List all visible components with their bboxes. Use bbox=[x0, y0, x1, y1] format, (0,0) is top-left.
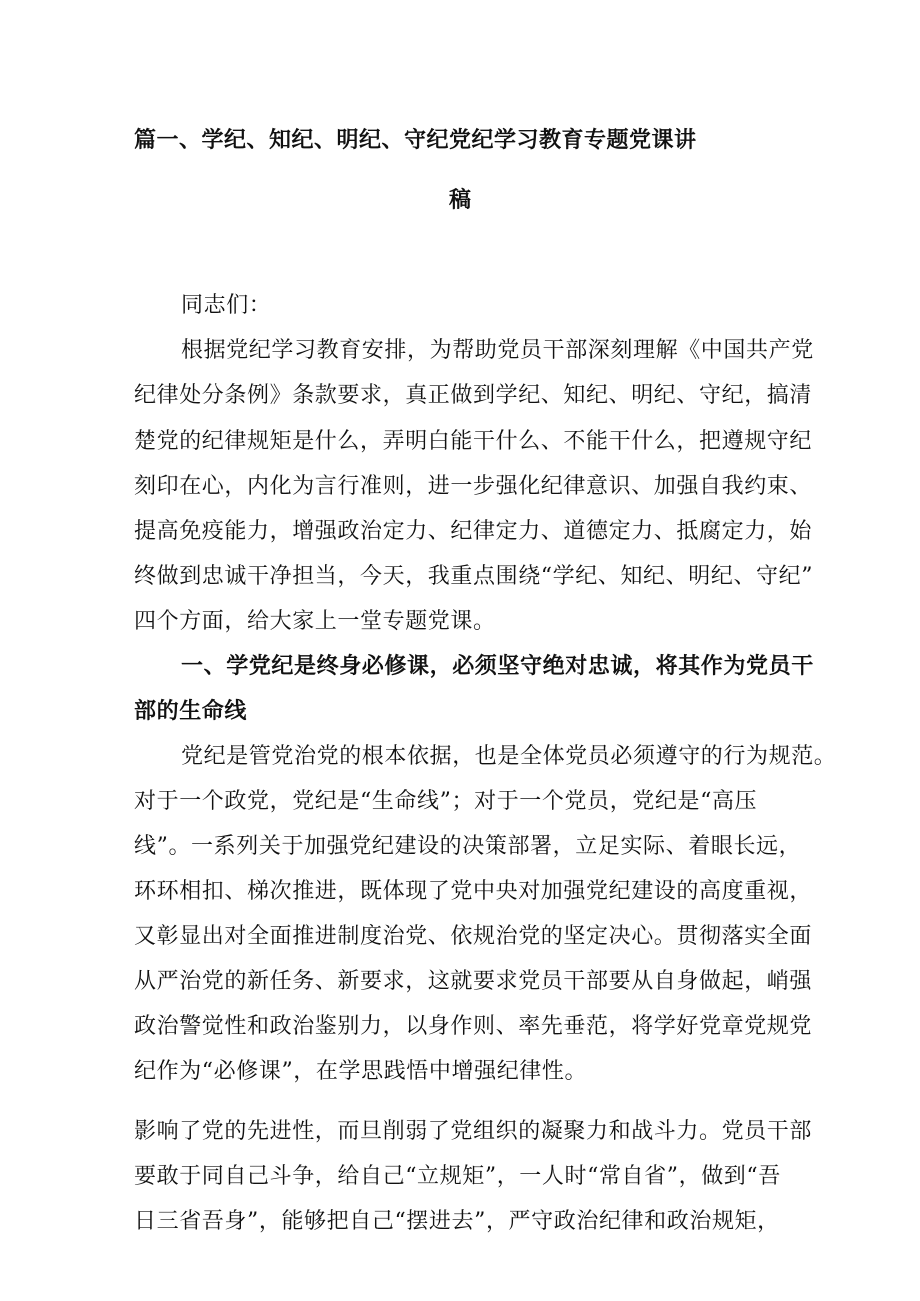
paragraph-line: 根据党纪学习教育安排，为帮助党员干部深刻理解《中国共产党 bbox=[181, 338, 814, 363]
paragraph-line: 政治警觉性和政治鉴别力，以身作则、率先垂范，将学好党章党规党 bbox=[134, 1014, 813, 1039]
section-heading: 一、学党纪是终身必修课，必须坚守绝对忠诚，将其作为党员干 bbox=[181, 653, 814, 679]
paragraph-line: 从严治党的新任务、新要求，这就要求党员干部要从自身做起，峭强 bbox=[134, 969, 813, 994]
paragraph-line: 楚党的纪律规矩是什么，弄明白能干什么、不能干什么，把遵规守纪 bbox=[134, 429, 813, 454]
paragraph-line: 线”。一系列关于加强党纪建设的决策部署，立足实际、着眼长远， bbox=[134, 834, 802, 859]
paragraph-line: 提高免疫能力，增强政治定力、纪律定力、道德定力、抵腐定力，始 bbox=[134, 519, 813, 544]
paragraph-line: 影响了党的先进性，而旦削弱了党组织的凝聚力和战斗力。党员干部 bbox=[134, 1119, 813, 1144]
paragraph-line: 纪律处分条例》条款要求，真正做到学纪、知纪、明纪、守纪，搞清 bbox=[134, 383, 813, 408]
document-title-continuation: 稿 bbox=[448, 187, 471, 213]
paragraph-line: 纪作为“必修课”，在学思践悟中增强纪律性。 bbox=[134, 1059, 588, 1084]
paragraph-line: 日三省吾身”，能够把自己“摆进去”，严守政治纪律和政治规矩， bbox=[134, 1209, 780, 1234]
paragraph-line: 刻印在心，内化为言行准则，进一步强化纪律意识、加强自我约束、 bbox=[134, 474, 813, 499]
paragraph-line: 又彰显出对全面推进制度治党、依规治党的坚定决心。贯彻落实全面 bbox=[134, 924, 813, 949]
paragraph-line: 要敢于同自己斗争，给自己“立规矩”，一人时“常自省”，做到“吾 bbox=[134, 1164, 781, 1189]
paragraph-line: 党纪是管党治党的根本依据，也是全体党员必须遵守的行为规范。 bbox=[181, 744, 837, 769]
section-heading-continuation: 部的生命线 bbox=[134, 698, 248, 724]
salutation: 同志们： bbox=[181, 293, 272, 318]
paragraph-line: 环环相扣、梯次推进，既体现了党中央对加强党纪建设的高度重视， bbox=[134, 879, 813, 904]
paragraph-line: 对于一个政党，党纪是“生命线”；对于一个党员，党纪是“高压 bbox=[134, 789, 758, 814]
paragraph-line: 四个方面，给大家上一堂专题党课。 bbox=[134, 609, 496, 634]
paragraph-line: 终做到忠诚干净担当，今天，我重点围绕“学纪、知纪、明纪、守纪” bbox=[134, 564, 814, 589]
document-title: 篇一、学纪、知纪、明纪、守纪党纪学习教育专题党课讲 bbox=[134, 127, 697, 153]
